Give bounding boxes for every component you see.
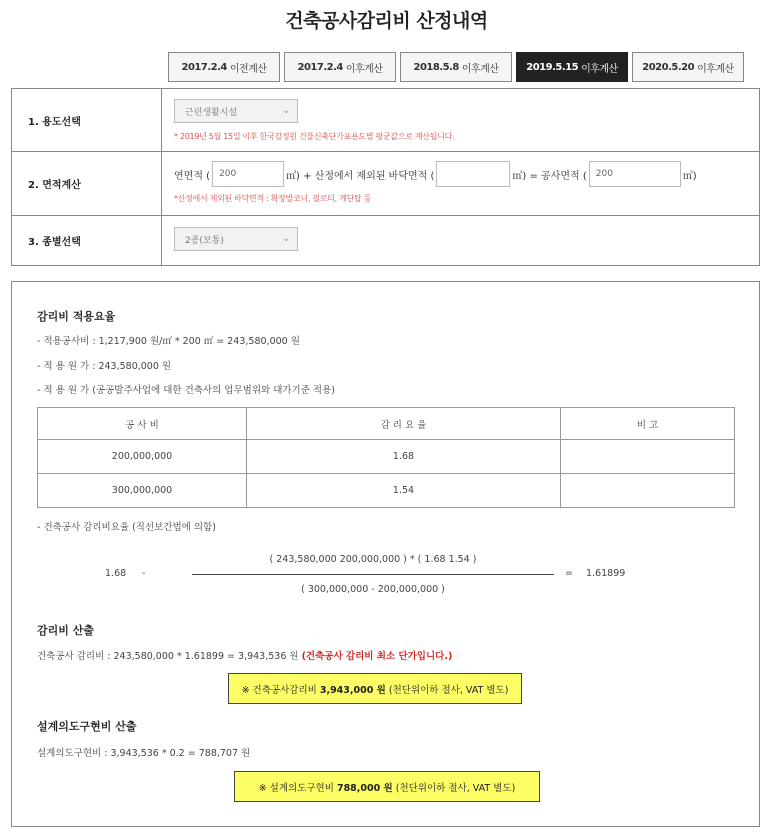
usage-label: 1. 용도선택 [12,89,162,151]
type-select[interactable]: 2종(보통) ⌄ [174,227,298,251]
chevron-down-icon: ⌄ [282,106,290,116]
tab-2020-5-20-after[interactable]: 2020.5.20 이후계산 [632,52,744,82]
fraction-bar [192,574,554,575]
tab-2017-2-4-after[interactable]: 2017.2.4 이후계산 [284,52,396,82]
formula-minus: - [142,568,146,579]
chevron-down-icon: ⌄ [282,234,290,244]
design-result-box: ※ 설계의도구현비 788,000 원 (천단위이하 절사, VAT 별도) [234,771,540,802]
area-row: 2. 면적계산 연면적 ( 200 ㎡) + 산정에서 제외된 바닥면적 ( ㎡) = 공사면적 ( 200 ㎡) *산정에서 제외된 바닥면적 : 확장발코니, 필로티, 계단탑 등 [12,152,759,216]
table-row [38,474,735,508]
table-cell [561,440,735,474]
input-form [11,88,760,266]
formula-denominator: ( 300,000,000 - 200,000,000 ) [301,584,445,595]
tab-2018-5-8-after[interactable]: 2018.5.8 이후계산 [400,52,512,82]
applied-base-line: - 적 용 원 가 : 243,580,000 원 [37,361,172,372]
construction-area-input[interactable]: 200 [589,161,681,187]
design-calc-line: 설계의도구현비 : 3,943,536 * 0.2 = 788,707 원 [37,748,251,759]
fee-result-box: ※ 건축공사감리비 3,943,000 원 (천단위이하 절사, VAT 별도) [228,673,522,704]
area-label: 2. 면적계산 [12,152,162,215]
floor-area-input[interactable]: 200 [212,161,284,187]
area-note: *산정에서 제외된 바닥면적 : 확장발코니, 필로티, 계단탑 등 [174,194,372,203]
usage-note: * 2019년 5월 15일 이후 한국감정원 건물신축단가표용도별 평균값으로 계산됩니다. [174,132,455,141]
table-cell: 300,000,000 [38,474,247,508]
fee-min-note: (건축공사 감리비 최소 단가입니다.) [301,651,453,662]
usage-row [12,89,759,152]
result-panel [11,281,760,827]
usage-select[interactable]: 근린생활시설 ⌄ [174,99,298,123]
type-row [12,216,759,265]
formula-numerator: ( 243,580,000 200,000,000 ) * ( 1.68 1.54 ) [269,554,477,565]
table-cell [561,474,735,508]
table-header-row [38,408,735,440]
formula-left: 1.68 [105,568,127,579]
table-cell: 1.68 [247,440,561,474]
fee-calc-line: 건축공사 감리비 : 243,580,000 * 1.61899 = 3,943,536 원 (건축공사 감리비 최소 단가입니다.) [37,651,453,662]
applied-standard-line: - 적 용 원 가 (공공발주사업에 대한 건축사의 업무범위와 대가기준 적용) [37,385,335,396]
formula-result: 1.61899 [586,568,626,579]
rate-section-title: 감리비 적용요율 [37,310,116,323]
table-cell: 200,000,000 [38,440,247,474]
applied-cost-line: - 적용공사비 : 1,217,900 원/㎡ * 200 ㎡ = 243,580,000 원 [37,336,300,347]
table-row [38,440,735,474]
fee-section-title: 감리비 산출 [37,624,94,637]
design-section-title: 설계의도구현비 산출 [37,720,137,733]
column-header: 감 리 요 율 [247,408,561,440]
period-tabs [168,52,744,82]
page-title: 건축공사감리비 산정내역 [285,10,488,32]
column-header: 공 사 비 [38,408,247,440]
tab-2019-5-15-after[interactable]: 2019.5.15 이후계산 [516,52,628,82]
column-header: 비 고 [561,408,735,440]
tab-2017-2-4-before[interactable]: 2017.2.4 이전계산 [168,52,280,82]
type-label: 3. 종별선택 [12,216,162,265]
excluded-area-input[interactable] [436,161,510,187]
formula-equals: = [565,568,573,579]
table-cell: 1.54 [247,474,561,508]
interpolation-label: - 건축공사 감리비요율 (직선보간법에 의함) [37,522,216,533]
rate-table [37,407,735,508]
